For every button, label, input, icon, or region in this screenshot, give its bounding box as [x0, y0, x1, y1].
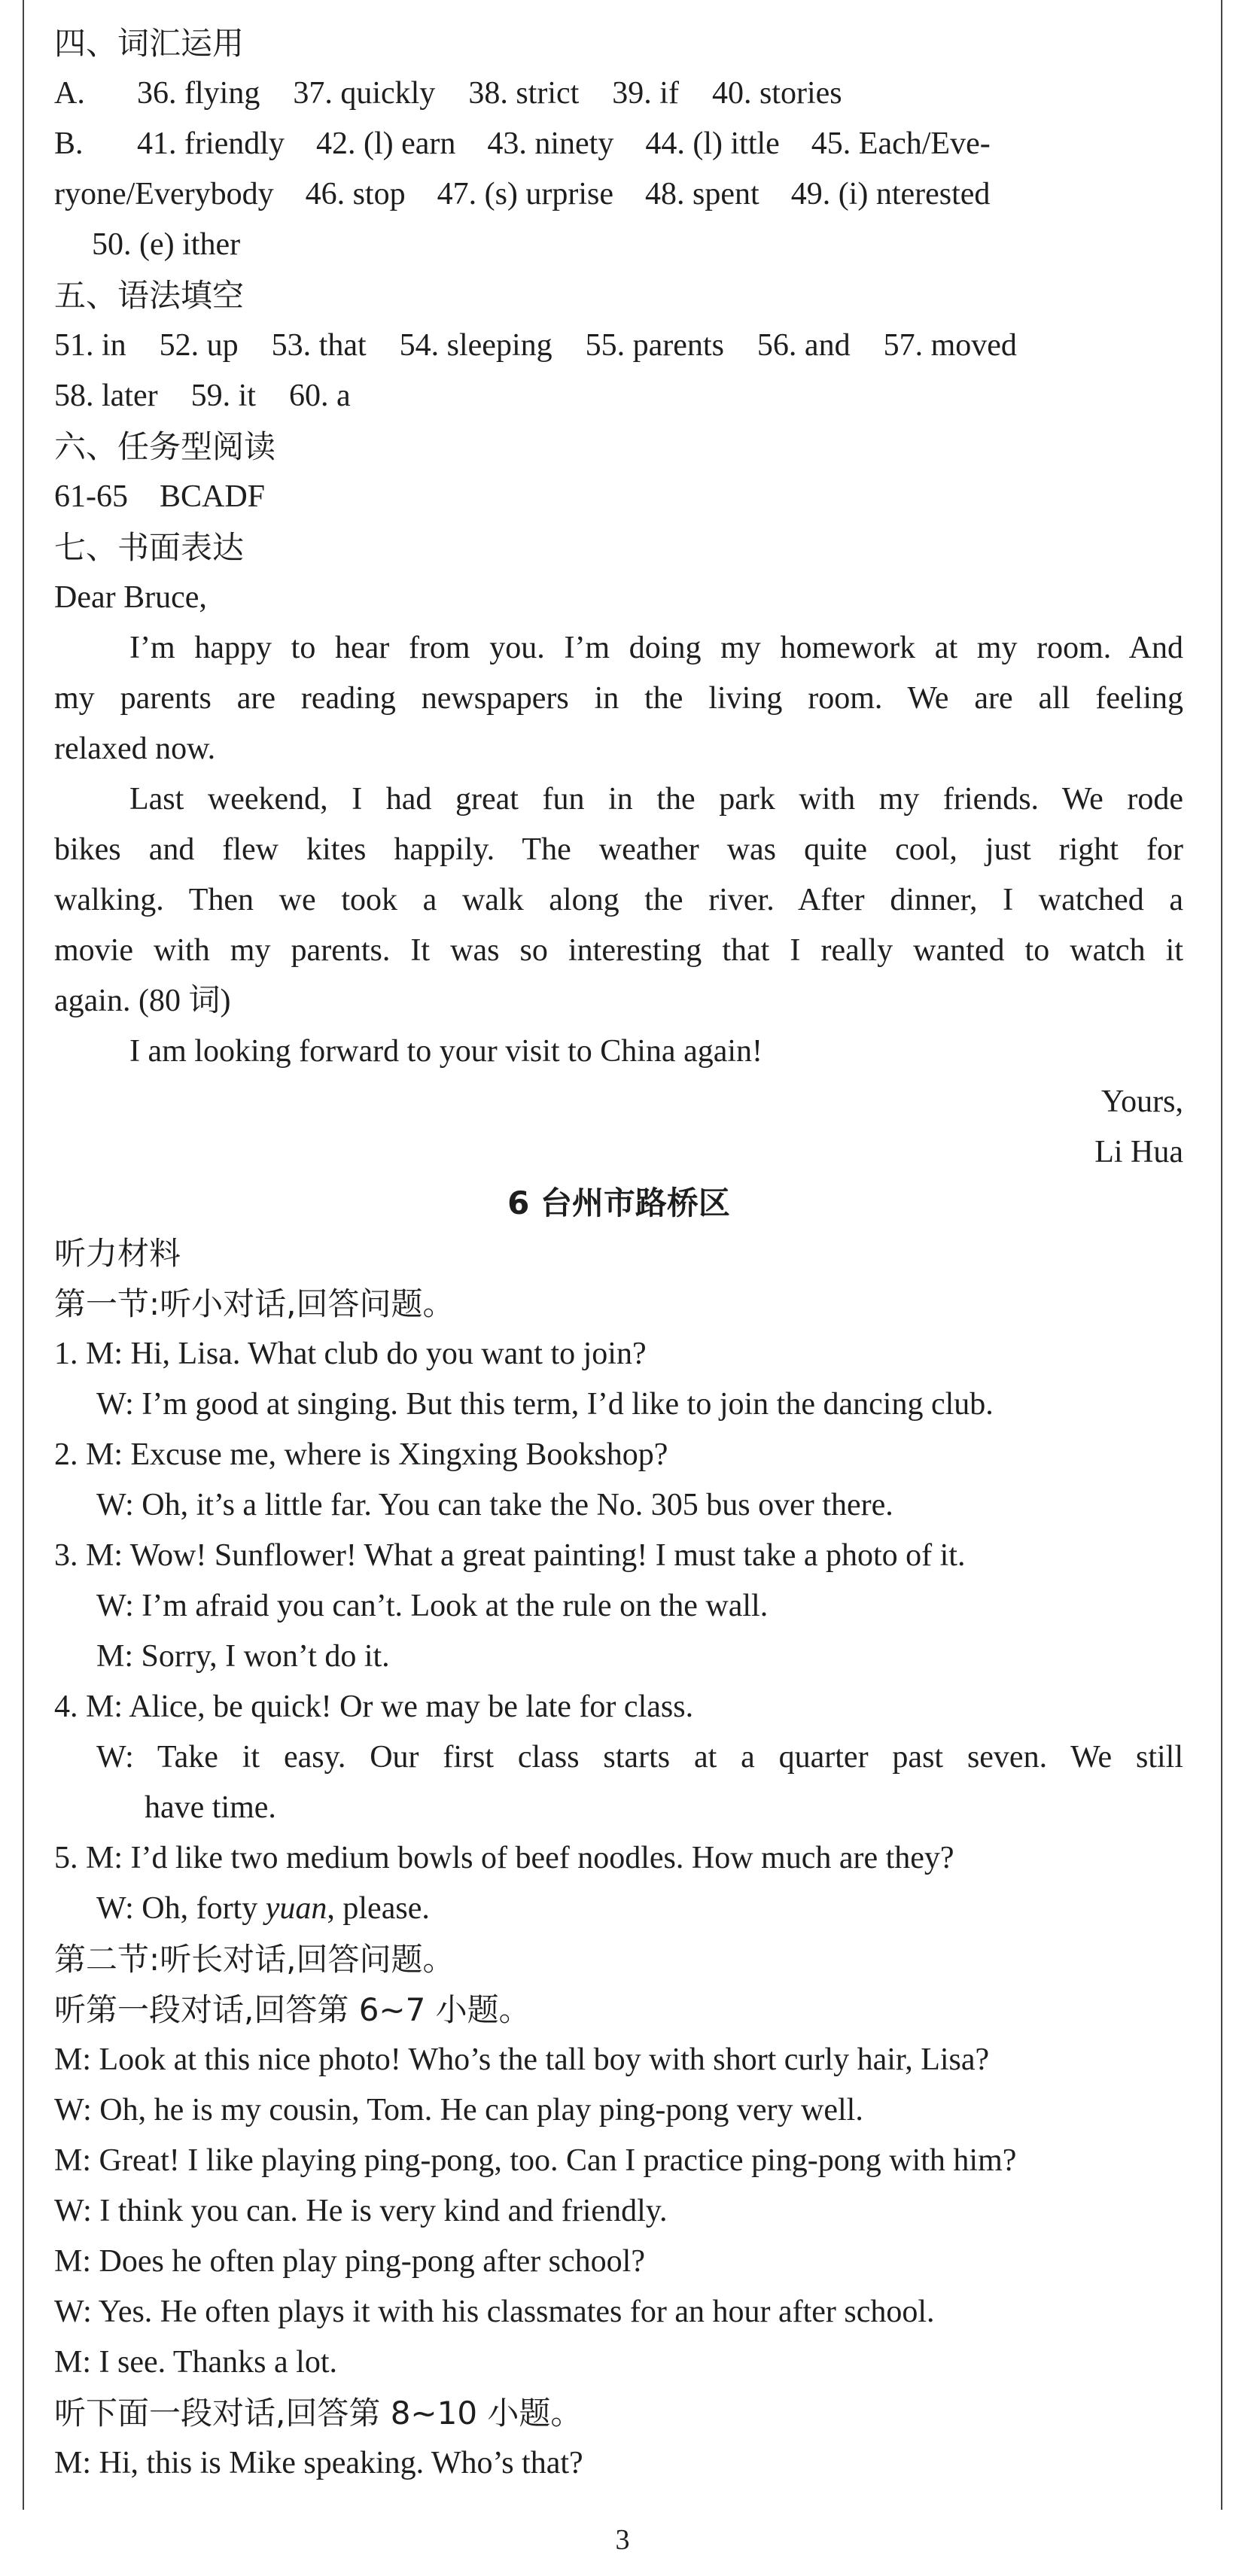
listening-title: 听力材料 [54, 1235, 181, 1272]
conversation-1-line-5: M: Does he often play ping-pong after school? [54, 2244, 645, 2279]
answer-39: 39. if [612, 76, 679, 111]
row-b-label: B. [54, 126, 84, 161]
dialogue-5-w-end: , please. [327, 1891, 430, 1926]
section-heading-grammar: 五、语法填空 [54, 277, 245, 314]
right-margin-rule [1221, 0, 1222, 2510]
answer-57: 57. moved [883, 328, 1017, 363]
answer-key-page [54, 18, 1183, 2489]
letter-greeting: Dear Bruce, [54, 580, 207, 615]
dialogue-1-w: W: I’m good at singing. But this term, I’d like to join the dancing club. [96, 1387, 994, 1422]
answer-37: 37. quickly [293, 76, 436, 111]
questions-8-10-instruction: 听下面一段对话,回答第 8~10 小题。 [54, 2395, 583, 2432]
letter-p1-line-2: my parents are reading newspapers in the living room. We are all feeling [54, 681, 1183, 716]
dialogue-5-w-start: W: Oh, forty [96, 1891, 266, 1926]
letter-closing: Yours, [1101, 1084, 1183, 1119]
dialogue-3-w: W: I’m afraid you can’t. Look at the rule on the wall. [96, 1589, 769, 1623]
vocab-row-b-line-2: ryone/Everybody 46. stop 47. (s) urprise 48. spent 49. (i) nterested [54, 177, 991, 211]
vocab-row-b-line-3: 50. (e) ither [92, 227, 241, 262]
dialogue-5-w-yuan: yuan [265, 1891, 327, 1926]
letter-signature: Li Hua [1094, 1135, 1183, 1169]
answers-41-45: 41. friendly 42. (l) earn 43. ninety 44. (l) ittle 45. Each/Eve- [137, 126, 991, 161]
answer-54: 54. sleeping [399, 328, 552, 363]
letter-p2-line-3: walking. Then we took a walk along the river. After dinner, I watched a [54, 883, 1183, 917]
answer-58: 58. later [54, 379, 158, 413]
dialogue-5-w [54, 1884, 1183, 1934]
answer-40: 40. stories [711, 76, 842, 111]
dialogue-4-m: 4. M: Alice, be quick! Or we may be late for class. [54, 1689, 694, 1724]
answer-52: 52. up [159, 328, 239, 363]
section-heading-task-reading: 六、任务型阅读 [54, 428, 276, 465]
section-title: 6 台州市路桥区 [507, 1185, 730, 1221]
answer-51: 51. in [54, 328, 126, 363]
grammar-row-2 [54, 371, 1183, 421]
letter-p2-line-2: bikes and flew kites happily. The weather was quite cool, just right for [54, 832, 1183, 867]
letter-p2-line-5: again. (80 词) [54, 984, 231, 1018]
dialogue-5-m: 5. M: I’d like two medium bowls of beef noodles. How much are they? [54, 1841, 954, 1875]
dialogue-2-m: 2. M: Excuse me, where is Xingxing Bookshop? [54, 1437, 668, 1472]
dialogue-4-w-line-2: have time. [145, 1790, 276, 1825]
answer-55: 55. parents [585, 328, 724, 363]
conversation-1-line-7: M: I see. Thanks a lot. [54, 2345, 337, 2380]
answer-56: 56. and [756, 328, 851, 363]
answer-60: 60. a [288, 379, 351, 413]
task-reading-answer: 61-65 BCADF [54, 479, 266, 514]
conversation-1-line-3: M: Great! I like playing ping-pong, too. Can I practice ping-pong with him? [54, 2143, 1017, 2178]
section-heading-vocabulary: 四、词汇运用 [54, 25, 245, 62]
left-margin-rule [23, 0, 24, 2510]
letter-p2-line-1: Last weekend, I had great fun in the park with my friends. We rode [129, 782, 1183, 817]
grammar-row-1 [54, 321, 1183, 371]
conversation-1-line-2: W: Oh, he is my cousin, Tom. He can play ping-pong very well. [54, 2093, 863, 2127]
letter-p2-line-4: movie with my parents. It was so interesting that I really wanted to watch it [54, 933, 1183, 968]
letter-p3: I am looking forward to your visit to China again! [129, 1034, 763, 1069]
page-number: 3 [615, 2524, 630, 2556]
answer-59: 59. it [190, 379, 256, 413]
conversation-1-line-4: W: I think you can. He is very kind and friendly. [54, 2194, 668, 2228]
questions-6-7-instruction: 听第一段对话,回答第 6~7 小题。 [54, 1991, 531, 2028]
dialogue-3-m2: M: Sorry, I won’t do it. [96, 1639, 390, 1674]
conversation-1-line-6: W: Yes. He often plays it with his classmates for an hour after school. [54, 2295, 935, 2329]
listening-part-1: 第一节:听小对话,回答问题。 [54, 1285, 455, 1322]
dialogue-1-m: 1. M: Hi, Lisa. What club do you want to join? [54, 1337, 647, 1371]
answer-38: 38. strict [468, 76, 580, 111]
vocab-row-b-line-1 [54, 119, 1183, 169]
vocab-row-a [54, 68, 1183, 119]
letter-p1-line-1: I’m happy to hear from you. I’m doing my homework at my room. And [129, 631, 1183, 665]
dialogue-4-w-line-1: W: Take it easy. Our first class starts at a quarter past seven. We still [96, 1740, 1183, 1775]
letter-p1-line-3: relaxed now. [54, 731, 216, 766]
listening-part-2: 第二节:听长对话,回答问题。 [54, 1941, 455, 1978]
dialogue-2-w: W: Oh, it’s a little far. You can take the No. 305 bus over there. [96, 1488, 893, 1522]
answer-53: 53. that [271, 328, 367, 363]
section-heading-writing: 七、书面表达 [54, 529, 245, 566]
row-a-label: A. [54, 76, 85, 111]
dialogue-3-m: 3. M: Wow! Sunflower! What a great painting! I must take a photo of it. [54, 1538, 966, 1573]
answer-36: 36. flying [137, 76, 260, 111]
conversation-2-line-1: M: Hi, this is Mike speaking. Who’s that? [54, 2446, 583, 2480]
conversation-1-line-1: M: Look at this nice photo! Who’s the tall boy with short curly hair, Lisa? [54, 2042, 990, 2077]
